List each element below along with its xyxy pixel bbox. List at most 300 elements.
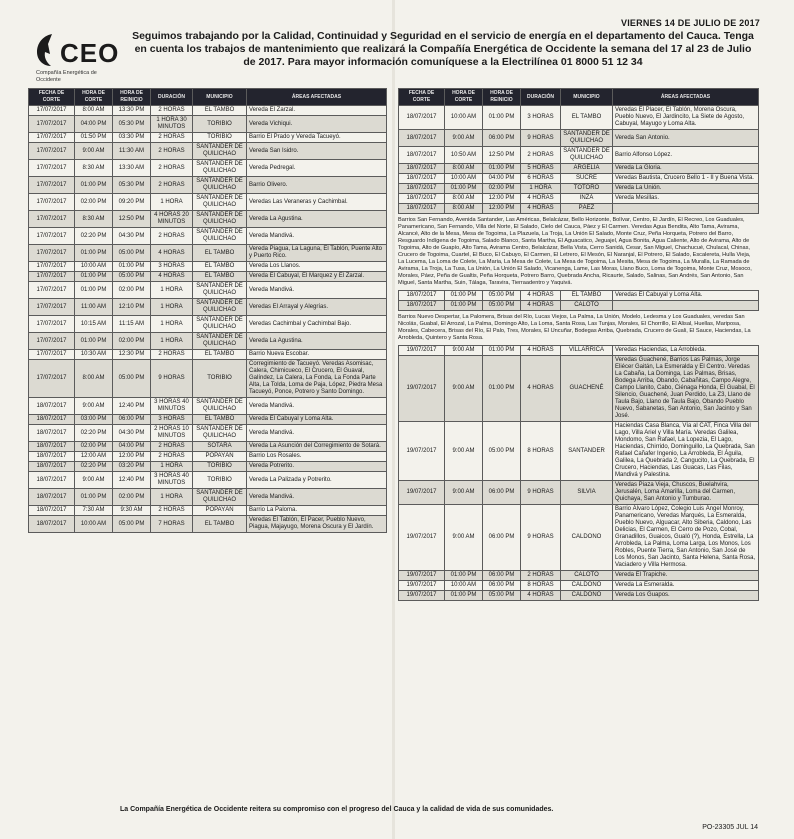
municipality-cell: CALDONO bbox=[561, 505, 613, 571]
table-row bbox=[29, 160, 387, 177]
table-row bbox=[29, 316, 387, 333]
areas-cell: Vereda San Isidro. bbox=[247, 143, 387, 160]
table-row bbox=[29, 106, 387, 116]
municipality-cell: SANTANDER DE QUILICHAO bbox=[193, 160, 247, 177]
table-row bbox=[399, 422, 759, 481]
end-time-cell: 02:00 PM bbox=[113, 282, 151, 299]
table-row bbox=[29, 282, 387, 299]
areas-cell: Vereda Potrerito. bbox=[247, 462, 387, 472]
municipality-cell: SANTANDER DE QUILICHAO bbox=[193, 282, 247, 299]
areas-cell: Veredas El Arrayal y Alegrías. bbox=[247, 299, 387, 316]
end-time-cell: 11:15 AM bbox=[113, 316, 151, 333]
start-time-cell: 01:00 PM bbox=[75, 489, 113, 506]
municipality-cell: SANTANDER bbox=[561, 422, 613, 481]
lightning-logo-icon bbox=[34, 32, 60, 68]
duration-cell: 8 HORAS bbox=[521, 422, 561, 481]
start-time-cell: 9:00 AM bbox=[445, 130, 483, 147]
areas-cell: Haciendas Casa Blanca, Vía al CAT, Finca Villa del Lago, Villa Ariel y Villa María. Veredas Galilea, Mondomo, San Rafael, La Lopezia, El Lago, Haciendas, Chirrido, Dominguillo, La Quebrada, San Rafael Cañafer Ingenio, La Arrobleda, El Águila, Galilea, La Quebrada 2, Cangucito, La Quebrada, El Crucero, Haciendas, Las Guacas, Las Filas, Mandivá y Palestina. bbox=[613, 422, 759, 481]
table-header-row bbox=[29, 89, 387, 106]
duration-cell: 2 HORAS bbox=[151, 350, 193, 360]
areas-cell: Vereda La Asunción del Corregimiento de Sotará. bbox=[247, 442, 387, 452]
table-row bbox=[399, 356, 759, 422]
municipality-cell: SANTANDER DE QUILICHAO bbox=[193, 489, 247, 506]
column-header: MUNICIPIO bbox=[561, 89, 613, 106]
areas-cell: Vereda Mandivá. bbox=[247, 489, 387, 506]
date-cell: 18/07/2017 bbox=[29, 398, 75, 415]
municipality-cell: VILLARRICA bbox=[561, 346, 613, 356]
outage-table-right-c bbox=[398, 345, 759, 601]
end-time-cell: 05:00 PM bbox=[113, 516, 151, 533]
start-time-cell: 02:00 PM bbox=[75, 194, 113, 211]
duration-cell: 4 HORAS bbox=[521, 194, 561, 204]
areas-cell: Vereda El Trapiche. bbox=[613, 571, 759, 581]
municipality-cell: SANTANDER DE QUILICHAO bbox=[193, 316, 247, 333]
duration-cell: 2 HORAS bbox=[521, 147, 561, 164]
start-time-cell: 01:00 PM bbox=[75, 333, 113, 350]
duration-cell: 1 HORA bbox=[151, 489, 193, 506]
municipality-cell: EL TAMBO bbox=[193, 106, 247, 116]
duration-cell: 4 HORAS bbox=[521, 591, 561, 601]
municipality-cell: CALOTO bbox=[561, 301, 613, 311]
municipality-cell: EL TAMBO bbox=[561, 291, 613, 301]
start-time-cell: 01:00 PM bbox=[445, 291, 483, 301]
date-cell: 17/07/2017 bbox=[29, 177, 75, 194]
start-time-cell: 01:00 PM bbox=[75, 245, 113, 262]
end-time-cell: 12:40 PM bbox=[113, 398, 151, 415]
date-cell: 18/07/2017 bbox=[399, 301, 445, 311]
municipality-cell: EL TAMBO bbox=[193, 262, 247, 272]
table-row bbox=[29, 462, 387, 472]
municipality-cell: GUACHENÉ bbox=[561, 356, 613, 422]
date-cell: 17/07/2017 bbox=[29, 333, 75, 350]
start-time-cell: 9:00 AM bbox=[445, 356, 483, 422]
date-cell: 17/07/2017 bbox=[29, 316, 75, 333]
start-time-cell: 8:00 AM bbox=[445, 194, 483, 204]
table-row bbox=[399, 581, 759, 591]
end-time-cell: 01:00 PM bbox=[483, 356, 521, 422]
end-time-cell: 05:30 PM bbox=[113, 177, 151, 194]
duration-cell: 2 HORAS bbox=[151, 442, 193, 452]
table-row bbox=[29, 194, 387, 211]
duration-cell: 1 HORA bbox=[151, 333, 193, 350]
duration-cell: 4 HORAS bbox=[151, 272, 193, 282]
table-row bbox=[29, 245, 387, 262]
end-time-cell: 9:30 AM bbox=[113, 506, 151, 516]
duration-cell: 4 HORAS bbox=[521, 204, 561, 214]
duration-cell: 1 HORA bbox=[151, 299, 193, 316]
start-time-cell: 8:30 AM bbox=[75, 211, 113, 228]
municipality-cell: TORIBIO bbox=[193, 462, 247, 472]
table-row bbox=[29, 333, 387, 350]
date-line: VIERNES 14 DE JULIO DE 2017 bbox=[621, 18, 760, 28]
footer-message: La Compañía Energética de Occidente reitera su compromiso con el progreso del Cauca y la calidad de vida de sus comunidades. bbox=[120, 806, 554, 813]
start-time-cell: 10:00 AM bbox=[75, 262, 113, 272]
areas-cell: Vereda La Esmeralda. bbox=[613, 581, 759, 591]
municipality-cell: SANTANDER DE QUILICHAO bbox=[193, 194, 247, 211]
municipality-cell: SANTANDER DE QUILICHAO bbox=[193, 228, 247, 245]
end-time-cell: 09:20 PM bbox=[113, 194, 151, 211]
duration-cell: 4 HORAS bbox=[151, 245, 193, 262]
column-header: DURACIÓN bbox=[521, 89, 561, 106]
date-cell: 17/07/2017 bbox=[29, 133, 75, 143]
end-time-cell: 04:00 PM bbox=[113, 442, 151, 452]
table-row bbox=[29, 262, 387, 272]
date-cell: 18/07/2017 bbox=[29, 489, 75, 506]
duration-cell: 2 HORAS bbox=[151, 143, 193, 160]
page-fold bbox=[392, 0, 395, 839]
table-row bbox=[399, 301, 759, 311]
start-time-cell: 8:00 AM bbox=[445, 204, 483, 214]
table-row bbox=[399, 591, 759, 601]
date-cell: 18/07/2017 bbox=[399, 130, 445, 147]
date-cell: 19/07/2017 bbox=[399, 505, 445, 571]
start-time-cell: 02:00 PM bbox=[75, 442, 113, 452]
duration-cell: 2 HORAS bbox=[521, 571, 561, 581]
end-time-cell: 06:00 PM bbox=[483, 481, 521, 505]
areas-cell: Barrio La Paloma. bbox=[247, 506, 387, 516]
duration-cell: 5 HORAS bbox=[521, 164, 561, 174]
date-cell: 19/07/2017 bbox=[399, 591, 445, 601]
end-time-cell: 12:50 PM bbox=[483, 147, 521, 164]
municipality-cell: ARGELIA bbox=[561, 164, 613, 174]
start-time-cell: 10:50 AM bbox=[445, 147, 483, 164]
table-row bbox=[399, 346, 759, 356]
end-time-cell: 01:00 PM bbox=[483, 106, 521, 130]
date-cell: 18/07/2017 bbox=[399, 184, 445, 194]
date-cell: 17/07/2017 bbox=[29, 160, 75, 177]
end-time-cell: 11:30 AM bbox=[113, 143, 151, 160]
column-header: FECHA DE CORTE bbox=[399, 89, 445, 106]
start-time-cell: 8:30 AM bbox=[75, 160, 113, 177]
areas-cell: Veredas Guachené, Barrios Las Palmas, Jorge Eliécer Gaitán, La Esmeralda y El Centro. Veredas La Cabaña, La Dominga, Las Palmas, Brisas, Bodega Arriba, Obando, Cabañitas, Campo Alegre, Campo Llanito, Cabo, Ciénaga Honda, El Guabal, El Silencio, Guachené, Juan Perdido, La Z3, Llano de Taula Bajo, Llano de Taula Bajo, Obando Pueblo Nuevo, Sabanetas, San Antonio, San Jacinto y San José. bbox=[613, 356, 759, 422]
areas-cell: Vereda El Cabuyal y Loma Alta. bbox=[247, 415, 387, 425]
municipality-cell: EL TAMBO bbox=[193, 245, 247, 262]
areas-cell: Vereda La Agustina. bbox=[247, 211, 387, 228]
start-time-cell: 02:20 PM bbox=[75, 228, 113, 245]
areas-cell: Vereda Los Llanos. bbox=[247, 262, 387, 272]
areas-cell: Barrio El Prado y Vereda Tacueyó. bbox=[247, 133, 387, 143]
start-time-cell: 9:00 AM bbox=[75, 143, 113, 160]
municipality-cell: SANTANDER DE QUILICHAO bbox=[193, 398, 247, 415]
table-row bbox=[29, 398, 387, 415]
table-row bbox=[399, 164, 759, 174]
municipality-cell: EL TAMBO bbox=[193, 415, 247, 425]
table-row bbox=[29, 425, 387, 442]
duration-cell: 9 HORAS bbox=[151, 360, 193, 398]
start-time-cell: 04:00 PM bbox=[75, 116, 113, 133]
areas-cell: Vereda La Palizada y Potrerito. bbox=[247, 472, 387, 489]
date-cell: 18/07/2017 bbox=[29, 425, 75, 442]
start-time-cell: 01:00 PM bbox=[445, 571, 483, 581]
end-time-cell: 02:00 PM bbox=[113, 489, 151, 506]
date-cell: 17/07/2017 bbox=[29, 262, 75, 272]
start-time-cell: 10:00 AM bbox=[445, 106, 483, 130]
start-time-cell: 9:00 AM bbox=[445, 481, 483, 505]
end-time-cell: 04:00 PM bbox=[483, 174, 521, 184]
municipality-cell: TORIBIO bbox=[193, 116, 247, 133]
duration-cell: 1 HORA bbox=[151, 316, 193, 333]
date-cell: 17/07/2017 bbox=[29, 106, 75, 116]
date-cell: 17/07/2017 bbox=[29, 211, 75, 228]
caloto-affected-areas: Barrios Nuevo Despertar, La Palomera, Brisas del Río, Lucas Viejos, La Palma, La Unión, Modelo, Ledesma y Los Guaduales, veredas San Nicolás, Guabal, El Arrozal, La Palma, Domingo Alto, La Loma, Santa Rosa, Las Tunjas, Morales, El Chorrillo, El Alisal, Huellas, Mariposa, Morales, Cabecera, Brisas del Río, El Palo, Tres, Morales, El Uncuñar, Bodegas Arriba, Quebrada, Crucero de Guali, El Sauce, Haciendas, La Arrobleda, Quintero y Santa Rosa. bbox=[398, 314, 751, 341]
duration-cell: 1 HORA bbox=[151, 282, 193, 299]
start-time-cell: 01:00 PM bbox=[445, 184, 483, 194]
areas-cell: Vereda Vichiqui. bbox=[247, 116, 387, 133]
column-header: HORA DE CORTE bbox=[75, 89, 113, 106]
start-time-cell: 9:00 AM bbox=[75, 398, 113, 415]
table-row bbox=[399, 106, 759, 130]
duration-cell: 3 HORAS bbox=[151, 262, 193, 272]
start-time-cell: 01:00 PM bbox=[75, 272, 113, 282]
end-time-cell: 02:00 PM bbox=[483, 184, 521, 194]
outage-table-right bbox=[398, 88, 759, 214]
date-cell: 18/07/2017 bbox=[29, 452, 75, 462]
date-cell: 19/07/2017 bbox=[399, 571, 445, 581]
column-header: MUNICIPIO bbox=[193, 89, 247, 106]
start-time-cell: 9:00 AM bbox=[445, 422, 483, 481]
table-row bbox=[399, 291, 759, 301]
end-time-cell: 05:30 PM bbox=[113, 116, 151, 133]
start-time-cell: 8:00 AM bbox=[75, 360, 113, 398]
start-time-cell: 02:20 PM bbox=[75, 462, 113, 472]
start-time-cell: 10:30 AM bbox=[75, 350, 113, 360]
start-time-cell: 10:15 AM bbox=[75, 316, 113, 333]
date-cell: 17/07/2017 bbox=[29, 228, 75, 245]
areas-cell: Vereda Mandivá. bbox=[247, 282, 387, 299]
table-row bbox=[29, 272, 387, 282]
municipality-cell: TORIBIO bbox=[193, 133, 247, 143]
date-cell: 18/07/2017 bbox=[399, 147, 445, 164]
table-row bbox=[399, 130, 759, 147]
table-row bbox=[29, 211, 387, 228]
start-time-cell: 9:00 AM bbox=[445, 505, 483, 571]
start-time-cell: 02:20 PM bbox=[75, 425, 113, 442]
table-row bbox=[29, 452, 387, 462]
municipality-cell: TOTORÓ bbox=[561, 184, 613, 194]
table-header-row bbox=[399, 89, 759, 106]
table-row bbox=[29, 350, 387, 360]
date-cell: 17/07/2017 bbox=[29, 194, 75, 211]
headline-notice: Seguimos trabajando por la Calidad, Continuidad y Seguridad en el servicio de energía en el departamento del Cauca. Tenga en cuenta los trabajos de mantenimiento que realizará la Compañía Energética de Occidente la semana del 17 al 23 de Julio de 2017. Para mayor información comuníquese a la Electrilínea 01 8000 51 12 34 bbox=[132, 30, 754, 68]
table-row bbox=[399, 204, 759, 214]
start-time-cell: 01:00 PM bbox=[75, 177, 113, 194]
end-time-cell: 06:00 PM bbox=[483, 571, 521, 581]
table-row bbox=[29, 516, 387, 533]
municipality-cell: TORIBIO bbox=[193, 360, 247, 398]
municipality-cell: POPAYÁN bbox=[193, 506, 247, 516]
column-header: HORA DE REINICIO bbox=[483, 89, 521, 106]
end-time-cell: 12:00 PM bbox=[113, 452, 151, 462]
duration-cell: 8 HORAS bbox=[521, 581, 561, 591]
date-cell: 17/07/2017 bbox=[29, 299, 75, 316]
municipality-cell: EL TAMBO bbox=[193, 350, 247, 360]
end-time-cell: 12:00 PM bbox=[483, 194, 521, 204]
date-cell: 18/07/2017 bbox=[29, 442, 75, 452]
column-header: HORA DE REINICIO bbox=[113, 89, 151, 106]
table-row bbox=[29, 228, 387, 245]
start-time-cell: 8:00 AM bbox=[75, 106, 113, 116]
column-header: HORA DE CORTE bbox=[445, 89, 483, 106]
duration-cell: 1 HORA bbox=[151, 194, 193, 211]
start-time-cell: 11:00 AM bbox=[75, 299, 113, 316]
start-time-cell: 10:00 AM bbox=[75, 516, 113, 533]
municipality-cell: POPAYÁN bbox=[193, 452, 247, 462]
date-cell: 17/07/2017 bbox=[29, 272, 75, 282]
municipality-cell: EL TAMBO bbox=[193, 516, 247, 533]
date-cell: 18/07/2017 bbox=[29, 462, 75, 472]
areas-cell: Veredas Piaza Vieja, Chuscos, Buelahvira, Jerusalén, Loma Amarilla, Loma del Carmen, Quichaya, San Antonio y Tumburao. bbox=[613, 481, 759, 505]
table-row bbox=[29, 489, 387, 506]
table-row bbox=[29, 116, 387, 133]
duration-cell: 2 HORAS 10 MINUTOS bbox=[151, 425, 193, 442]
end-time-cell: 05:00 PM bbox=[483, 591, 521, 601]
municipality-cell: CALDONO bbox=[561, 581, 613, 591]
end-time-cell: 05:00 PM bbox=[113, 245, 151, 262]
duration-cell: 2 HORAS bbox=[151, 506, 193, 516]
end-time-cell: 05:00 PM bbox=[113, 360, 151, 398]
areas-cell: Vereda La Agustina. bbox=[247, 333, 387, 350]
duration-cell: 4 HORAS bbox=[521, 356, 561, 422]
start-time-cell: 01:00 PM bbox=[75, 282, 113, 299]
table-row bbox=[399, 174, 759, 184]
municipality-cell: SILVIA bbox=[561, 481, 613, 505]
areas-cell: Vereda La Gloria. bbox=[613, 164, 759, 174]
start-time-cell: 01:00 PM bbox=[445, 301, 483, 311]
date-cell: 19/07/2017 bbox=[399, 581, 445, 591]
start-time-cell: 01:00 PM bbox=[445, 591, 483, 601]
date-cell: 18/07/2017 bbox=[29, 506, 75, 516]
end-time-cell: 04:30 PM bbox=[113, 425, 151, 442]
start-time-cell: 12:00 AM bbox=[75, 452, 113, 462]
logo-subtitle: Compañía Energética de Occidente bbox=[36, 70, 97, 83]
end-time-cell: 12:50 PM bbox=[113, 211, 151, 228]
duration-cell: 3 HORAS 40 MINUTOS bbox=[151, 398, 193, 415]
column-header: ÁREAS AFECTADAS bbox=[247, 89, 387, 106]
table-row bbox=[29, 442, 387, 452]
duration-cell: 3 HORAS bbox=[151, 415, 193, 425]
paez-affected-areas: Barrios San Fernando, Avenida Santander, Las Américas, Belalcázar, Bello Horizonte, Bolívar, Centro, El Jardín, El Recreo, Los Guaduales, Panamericano, San Fernando, Villa del Norte, El Salado, Cielo del Cauca, Páez y El Carmen. Veredas Agua Bendita, Alto Tama, Avirama, Alcancé, Alto de la Mesa, Mesa de Togoima, La Plazuela, La Troja, La Unión El Salado, Monte Cruz, Peña Horqueta, Potrero del Barro, Resguardo Indígena de Togoima, Salado Blanco, Santa Martha, El Aguacatico, Jeguajel, Agua Bonita, Agua Caliente, Alto de Avirama, Alto de Togoima, Alto de Guapío, Alto Tama, Avirama Centro, Belalcázar, Bella Vista, Cerro Sanidá, Cesar, San Miguel, Chachucué, Chulacal, Chinas, Crucero de Togoima, Cuartel, El Buco, El Cabuyo, El Carmen, El Letrero, El Mesón, El Naranjal, El Potrero, El Salado, Escalereta, Hulla Vieja, La Lucema, La Loma de Colete, La Maria, La Mesa de Colete, La Mesa de Togoima, La Mesita, Mesa de Togoima, La Muralla, La Ramada de Avirama, La Troja, La Tusa, La Unión, La Unión El Salado, Vicanenga, Lame, Las Moras, Llano Buco, Loma de Togoima, Monte Cruz, Mosoco, Morales, Páez, Peña de Gualtis, Peña Horqueta, Potrero Barro, Quebrada Ancha, Ricaurte, Salado, Salinas, San Andrés, San Antonio, San Miguel, Santa Martha, Suin, Tálaga, Taravira, Tierraadentro y Yaquivá. bbox=[398, 217, 752, 286]
date-cell: 18/07/2017 bbox=[399, 174, 445, 184]
table-row bbox=[399, 184, 759, 194]
start-time-cell: 01:50 PM bbox=[75, 133, 113, 143]
start-time-cell: 8:00 AM bbox=[445, 164, 483, 174]
end-time-cell: 01:00 PM bbox=[483, 164, 521, 174]
end-time-cell: 04:30 PM bbox=[113, 228, 151, 245]
areas-cell: Vereda Mandivá. bbox=[247, 425, 387, 442]
date-cell: 19/07/2017 bbox=[399, 356, 445, 422]
areas-cell: Vereda El Zarzal. bbox=[247, 106, 387, 116]
areas-cell bbox=[613, 204, 759, 214]
start-time-cell: 10:00 AM bbox=[445, 174, 483, 184]
duration-cell: 1 HORA 30 MINUTOS bbox=[151, 116, 193, 133]
areas-cell bbox=[613, 301, 759, 311]
areas-cell: Veredas Haciendas, La Arrobleda. bbox=[613, 346, 759, 356]
start-time-cell: 7:30 AM bbox=[75, 506, 113, 516]
areas-cell: Vereda Pedregal. bbox=[247, 160, 387, 177]
table-row bbox=[29, 360, 387, 398]
date-cell: 17/07/2017 bbox=[29, 360, 75, 398]
end-time-cell: 06:00 PM bbox=[483, 505, 521, 571]
date-cell: 18/07/2017 bbox=[399, 204, 445, 214]
start-time-cell: 9:00 AM bbox=[445, 346, 483, 356]
ceo-logo bbox=[30, 30, 125, 92]
table-row bbox=[29, 506, 387, 516]
municipality-cell: SANTANDER DE QUILICHAO bbox=[561, 130, 613, 147]
table-row bbox=[29, 143, 387, 160]
municipality-cell: TORIBIO bbox=[193, 472, 247, 489]
po-code: PO-23305 JUL 14 bbox=[702, 824, 758, 831]
end-time-cell: 12:30 PM bbox=[113, 350, 151, 360]
areas-cell: Veredas El Placer, El Tablón, Morena Oscura, Pueblo Nuevo, El Jardincito, La Siete de Agosto, Cabuyal, Mayugo y Loma Alta. bbox=[613, 106, 759, 130]
column-header: FECHA DE CORTE bbox=[29, 89, 75, 106]
areas-cell: Vereda Los Guapos. bbox=[613, 591, 759, 601]
end-time-cell: 05:00 PM bbox=[113, 272, 151, 282]
areas-cell: Veredas Las Veraneras y Cachimbal. bbox=[247, 194, 387, 211]
date-cell: 19/07/2017 bbox=[399, 422, 445, 481]
duration-cell: 9 HORAS bbox=[521, 505, 561, 571]
areas-cell: Vereda El Cabuyal, El Marquez y El Zarzal. bbox=[247, 272, 387, 282]
outage-table-left bbox=[28, 88, 387, 533]
date-cell: 18/07/2017 bbox=[29, 516, 75, 533]
municipality-cell: SANTANDER DE QUILICHAO bbox=[193, 211, 247, 228]
municipality-cell: SANTANDER DE QUILICHAO bbox=[193, 333, 247, 350]
end-time-cell: 02:00 PM bbox=[113, 333, 151, 350]
date-cell: 18/07/2017 bbox=[399, 164, 445, 174]
duration-cell: 4 HORAS bbox=[521, 291, 561, 301]
municipality-cell: SANTANDER DE QUILICHAO bbox=[193, 177, 247, 194]
end-time-cell: 03:20 PM bbox=[113, 462, 151, 472]
table-row bbox=[399, 481, 759, 505]
areas-cell: Veredas Bautista, Crucero Bello 1 - II y Buena Vista. bbox=[613, 174, 759, 184]
end-time-cell: 13:30 PM bbox=[113, 106, 151, 116]
table-row bbox=[399, 194, 759, 204]
date-cell: 17/07/2017 bbox=[29, 282, 75, 299]
municipality-cell: CALOTO bbox=[561, 571, 613, 581]
end-time-cell: 06:00 PM bbox=[483, 581, 521, 591]
end-time-cell: 06:00 PM bbox=[483, 130, 521, 147]
end-time-cell: 13:30 AM bbox=[113, 160, 151, 177]
table-row bbox=[29, 415, 387, 425]
areas-cell: Vereda Piagua, La Laguna, El Tablón, Puente Alto y Puerto Rico. bbox=[247, 245, 387, 262]
duration-cell: 2 HORAS bbox=[151, 160, 193, 177]
areas-cell: Barrio Nueva Escobar. bbox=[247, 350, 387, 360]
municipality-cell: EL TAMBO bbox=[561, 106, 613, 130]
table-row bbox=[29, 177, 387, 194]
table-row bbox=[29, 133, 387, 143]
table-row bbox=[399, 505, 759, 571]
areas-cell: Barrio Olivero. bbox=[247, 177, 387, 194]
areas-cell: Vereda Mesillas. bbox=[613, 194, 759, 204]
municipality-cell: SANTANDER DE QUILICHAO bbox=[193, 299, 247, 316]
duration-cell: 6 HORAS bbox=[521, 174, 561, 184]
table-row bbox=[399, 571, 759, 581]
duration-cell: 1 HORA bbox=[151, 462, 193, 472]
duration-cell: 1 HORA bbox=[521, 184, 561, 194]
date-cell: 17/07/2017 bbox=[29, 350, 75, 360]
column-header: DURACIÓN bbox=[151, 89, 193, 106]
date-cell: 18/07/2017 bbox=[29, 472, 75, 489]
date-cell: 17/07/2017 bbox=[29, 143, 75, 160]
duration-cell: 2 HORAS bbox=[151, 452, 193, 462]
municipality-cell: INZÁ bbox=[561, 194, 613, 204]
municipality-cell: EL TAMBO bbox=[193, 272, 247, 282]
areas-cell: Veredas Cachimbal y Cachimbal Bajo. bbox=[247, 316, 387, 333]
areas-cell: Vereda San Antonio. bbox=[613, 130, 759, 147]
date-cell: 19/07/2017 bbox=[399, 346, 445, 356]
duration-cell: 3 HORAS bbox=[521, 106, 561, 130]
municipality-cell: SANTANDER DE QUILICHAO bbox=[193, 425, 247, 442]
municipality-cell: SOTARA bbox=[193, 442, 247, 452]
